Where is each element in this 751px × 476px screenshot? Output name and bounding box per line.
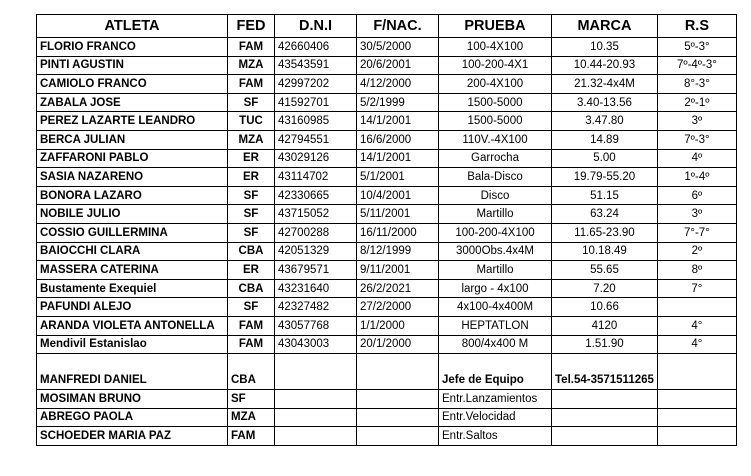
athlete-event: HEPTATLON [439,316,552,335]
athlete-fed: SF [228,93,275,112]
athlete-birthdate: 27/2/2000 [357,298,439,317]
athlete-name: PINTI AGUSTIN [37,56,228,75]
empty-cell [357,390,439,409]
athlete-event: 1500-5000 [439,112,552,131]
staff-name: ABREGO PAOLA [37,408,228,427]
athlete-dni: 43715052 [275,205,357,224]
athlete-dni: 42327482 [275,298,357,317]
athlete-fed: FAM [228,335,275,354]
athlete-birthdate: 14/1/2001 [357,149,439,168]
staff-role: Jefe de Equipo [439,354,552,390]
athlete-mark: 4120 [552,316,658,335]
athlete-mark: 55.65 [552,261,658,280]
staff-role: Entr.Velocidad [439,408,552,427]
athlete-name: NOBILE JULIO [37,205,228,224]
staff-fed: SF [228,390,275,409]
athlete-mark: 14.89 [552,130,658,149]
header-fnac: F/NAC. [357,15,439,38]
athlete-fed: ER [228,261,275,280]
athlete-event: Bala-Disco [439,168,552,187]
athlete-dni: 43029126 [275,149,357,168]
athlete-birthdate: 14/1/2001 [357,112,439,131]
athlete-mark: 3.47.80 [552,112,658,131]
athlete-rank: 4º [657,149,736,168]
table-row [37,38,737,57]
athlete-event: 100-200-4X100 [439,223,552,242]
athlete-fed: SF [228,186,275,205]
athlete-event: 3000Obs.4x4M [439,242,552,261]
athlete-birthdate: 5/11/2001 [357,205,439,224]
athlete-name: PAFUNDI ALEJO [37,298,228,317]
empty-cell [275,427,357,446]
athlete-event: largo - 4x100 [439,279,552,298]
athlete-rank [657,298,736,317]
athlete-rank: 8°-3° [657,75,736,94]
header-marca: MARCA [552,15,658,38]
delegation-table [36,14,737,446]
staff-fed: FAM [228,427,275,446]
empty-cell [357,408,439,427]
athlete-name: ARANDA VIOLETA ANTONELLA [37,316,228,335]
empty-cell [275,390,357,409]
athlete-birthdate: 4/12/2000 [357,75,439,94]
header-dni: D.N.I [275,15,357,38]
athlete-event: Disco [439,186,552,205]
athlete-event: 100-4X100 [439,38,552,57]
athlete-name: SASIA NAZARENO [37,168,228,187]
athlete-dni: 42051329 [275,242,357,261]
table-row [37,298,737,317]
athlete-mark: 21.32-4x4M [552,75,658,94]
athlete-rank: 5º-3° [657,38,736,57]
athlete-dni: 43057768 [275,316,357,335]
athlete-dni: 43231640 [275,279,357,298]
table-row [37,316,737,335]
athlete-mark: 10.18.49 [552,242,658,261]
staff-name: MANFREDI DANIEL [37,354,228,390]
header-prueba: PRUEBA [439,15,552,38]
athlete-fed: SF [228,223,275,242]
athlete-name: ZABALA JOSE [37,93,228,112]
empty-cell [275,408,357,427]
athlete-fed: FAM [228,38,275,57]
athlete-mark: 10.66 [552,298,658,317]
staff-contact [552,408,658,427]
empty-cell [357,427,439,446]
athlete-rank: 7°-7° [657,223,736,242]
empty-cell [657,390,736,409]
athlete-event: 1500-5000 [439,93,552,112]
athlete-dni: 42794551 [275,130,357,149]
athlete-mark: 51.15 [552,186,658,205]
empty-cell [657,427,736,446]
athlete-birthdate: 16/11/2000 [357,223,439,242]
athlete-dni: 43679571 [275,261,357,280]
athlete-mark: 63.24 [552,205,658,224]
empty-cell [657,354,736,390]
athlete-dni: 43043003 [275,335,357,354]
athlete-fed: SF [228,205,275,224]
athlete-dni: 42700288 [275,223,357,242]
athlete-name: BAIOCCHI CLARA [37,242,228,261]
athlete-name: BONORA LAZARO [37,186,228,205]
athlete-event: Martillo [439,205,552,224]
athlete-birthdate: 5/1/2001 [357,168,439,187]
empty-cell [275,354,357,390]
athlete-mark: 3.40-13.56 [552,93,658,112]
athlete-mark: 11.65-23.90 [552,223,658,242]
table-row [37,223,737,242]
athlete-dni: 43114702 [275,168,357,187]
athlete-mark: 19.79-55.20 [552,168,658,187]
athlete-event: Martillo [439,261,552,280]
athlete-rank: 7° [657,279,736,298]
athlete-name: CAMIOLO FRANCO [37,75,228,94]
athlete-event: 100-200-4X1 [439,56,552,75]
athlete-birthdate: 20/1/2000 [357,335,439,354]
staff-name: MOSIMAN BRUNO [37,390,228,409]
athlete-birthdate: 5/2/1999 [357,93,439,112]
athlete-mark: 10.35 [552,38,658,57]
athlete-dni: 42330665 [275,186,357,205]
athlete-rank: 2º-1º [657,93,736,112]
table-row [37,112,737,131]
athlete-name: COSSIO GUILLERMINA [37,223,228,242]
athlete-fed: TUC [228,112,275,131]
athlete-rank: 3º [657,205,736,224]
athlete-rank: 3º [657,112,736,131]
athlete-rank: 8º [657,261,736,280]
athlete-fed: SF [228,298,275,317]
table-row [37,56,737,75]
staff-name: SCHOEDER MARIA PAZ [37,427,228,446]
athlete-dni: 42660406 [275,38,357,57]
header-atleta: ATLETA [37,15,228,38]
athlete-dni: 43543591 [275,56,357,75]
staff-fed: CBA [228,354,275,390]
athlete-rank: 4° [657,335,736,354]
athlete-mark: 10.44-20.93 [552,56,658,75]
athlete-fed: FAM [228,75,275,94]
athlete-rank: 7º-3° [657,130,736,149]
staff-role: Entr.Saltos [439,427,552,446]
athlete-dni: 42997202 [275,75,357,94]
athlete-fed: CBA [228,242,275,261]
athlete-event: 110V.-4X100 [439,130,552,149]
athlete-event: 800/4x400 M [439,335,552,354]
athlete-name: FLORIO FRANCO [37,38,228,57]
athlete-rank: 6º [657,186,736,205]
athlete-event: 4x100-4x400M [439,298,552,317]
athlete-name: ZAFFARONI PABLO [37,149,228,168]
table-row [37,205,737,224]
athlete-fed: FAM [228,316,275,335]
athlete-birthdate: 8/12/1999 [357,242,439,261]
athlete-birthdate: 9/11/2001 [357,261,439,280]
staff-row [37,408,737,427]
athlete-name: BERCA JULIAN [37,130,228,149]
table-row [37,75,737,94]
table-row [37,335,737,354]
athlete-rank: 4° [657,316,736,335]
athlete-rank: 7º-4º-3° [657,56,736,75]
athlete-birthdate: 30/5/2000 [357,38,439,57]
athlete-fed: ER [228,168,275,187]
athlete-birthdate: 20/6/2001 [357,56,439,75]
empty-cell [357,354,439,390]
athlete-fed: CBA [228,279,275,298]
athlete-name: Mendivil Estanislao [37,335,228,354]
athlete-fed: ER [228,149,275,168]
staff-fed: MZA [228,408,275,427]
athlete-rank: 1º-4º [657,168,736,187]
athlete-rows [37,38,737,354]
staff-row [37,354,737,390]
athlete-birthdate: 10/4/2001 [357,186,439,205]
table-row [37,149,737,168]
athlete-name: PEREZ LAZARTE LEANDRO [37,112,228,131]
header-fed: FED [228,15,275,38]
athlete-fed: MZA [228,56,275,75]
athlete-event: Garrocha [439,149,552,168]
athlete-mark: 5.00 [552,149,658,168]
table-row [37,242,737,261]
staff-contact [552,390,658,409]
staff-rows [37,354,737,446]
table-row [37,130,737,149]
table-row [37,93,737,112]
table-row [37,168,737,187]
header-row [37,15,737,38]
table-row [37,261,737,280]
athlete-mark: 1.51.90 [552,335,658,354]
athlete-dni: 43160985 [275,112,357,131]
table-row [37,279,737,298]
staff-contact [552,427,658,446]
athlete-rank: 2º [657,242,736,261]
athlete-mark: 7.20 [552,279,658,298]
staff-role: Entr.Lanzamientos [439,390,552,409]
athlete-birthdate: 1/1/2000 [357,316,439,335]
staff-row [37,390,737,409]
athlete-name: MASSERA CATERINA [37,261,228,280]
staff-contact: Tel.54-3571511265 [552,354,658,390]
athlete-event: 200-4X100 [439,75,552,94]
empty-cell [657,408,736,427]
header-rs: R.S [657,15,736,38]
athlete-dni: 41592701 [275,93,357,112]
athlete-birthdate: 26/2/2021 [357,279,439,298]
table-row [37,186,737,205]
athlete-name: Bustamente Exequiel [37,279,228,298]
athlete-birthdate: 16/6/2000 [357,130,439,149]
staff-row [37,427,737,446]
athlete-fed: MZA [228,130,275,149]
